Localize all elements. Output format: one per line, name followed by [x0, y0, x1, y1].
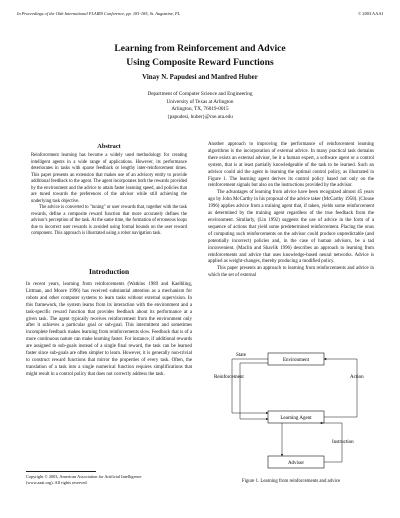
action-arrow	[324, 359, 357, 417]
figure-1-caption: Figure 1. Learning from reinforcements and advice	[241, 479, 341, 484]
state-arrow	[232, 359, 268, 413]
action-label: Action	[350, 375, 364, 380]
affiliation-address: Arlington, TX, 76019-0015	[171, 106, 229, 113]
affiliation-department: Department of Computer Science and Engineering	[147, 91, 253, 97]
copyright-notice	[26, 474, 192, 486]
copyright-line-1: Copyright © 2003, American Association for Artificial Intelligence	[26, 474, 142, 479]
reinforcement-label: Reinforcement	[214, 375, 244, 380]
abstract-heading: Abstract	[97, 143, 121, 150]
header-copyright: © 2003 AAAI	[357, 11, 383, 16]
advisor-label: Advisor	[287, 461, 305, 466]
environment-label: Environment	[282, 358, 310, 363]
introduction-paragraph-1: In recent years, learning from reinforcements (Watkins 1989 and Kaelbling, Littman, and Moore 1996) has received substantial attention as a mechanism for robots and other computer systems to learn tasks without external supervision. In this framework, the system learns from its interaction with the environment and a task-specific reward function that provides feedback about its performance at a given task. The agent typically receives reinforcement from the environment only after it achieves a particular goal or sub-goal. This intermittent and sometimes incomplete feedback makes learning from reinforcements slow. Feedback that is of a more continuous nature can make learning faster. For instance, if additional rewards are assigned to sub-goals instead of a single final reward, the task can be learned faster since sub-goals are often simpler to learn. However, it is generally non-trivial to construct reward functions that mirror the properties of every task. Often, the translation of a task into a single numerical function requires simplifications that might result in a control policy that does not correctly address the task.	[26, 282, 192, 377]
running-header	[17, 11, 383, 19]
affiliation-email: {papudesi, huber}@cse.uta.edu	[167, 114, 233, 121]
header-citation: In Proceedings of the 16th International FLAIRS Conference, pp. 181-185, St. Augustine, FL	[17, 11, 181, 16]
affiliation-university: University of Texas at Arlington	[166, 98, 234, 105]
introduction-heading: Introduction	[88, 267, 130, 276]
right-paragraph-2: The advantages of learning from advice have been recognized almost 45 years ago by John McCarthy in his proposal of the advice taker (McCarthy 1958). (Clouse 1996) applies advice from a training agent that, if taken, yields some reinforcement as determined by the training agent regardless of the true feedback from the environment. Similarly, (Lin 1992) suggests the use of advice in the form of a sequence of actions that yield some predetermined reinforcement. Placing the onus of computing such reinforcements on the advisor could produce unpredictable (and potentially incorrect) policies and, in the case of human advisors, be a tad inconvenient. (Maclin and Shavlik 1996) describes an approach to learning from reinforcements and advice that uses knowledge-based neural networks. Advice is applied as weight-changes, thereby producing a modified policy.	[208, 190, 374, 265]
introduction-body	[26, 282, 192, 379]
authors: Vinay N. Papudesi and Manfred Huber	[142, 74, 258, 81]
right-paragraph-3: This paper presents an approach to learning from reinforcements and advice in which the set of external	[208, 266, 374, 279]
affiliation	[0, 91, 400, 122]
abstract-paragraph-1: Reinforcement learning has become a widely used methodology for creating intelligent agents in a wide range of applications. However, its performance deteriorates in tasks with sparse feedback or lengthy inter-reinforcement times. This paper presents an extension that makes use of an advisory entity to provide additional feedback to the agent. The agent incorporates both the rewards provided by the environment and the advice to attain faster learning speed, and policies that are tuned towards the preferences of the advisor while still achieving the underlying task objective.	[31, 153, 187, 204]
title-line-2: Using Composite Reward Functions	[126, 57, 274, 68]
right-paragraph-1: Another approach to improving the performance of reinforcement learning algorithms is the incorporation of external advice. In many practical task domains there exists an external advisor, be it a human expert, a software agent or a control system, that is at least partially knowledgeable of the task to be learned. Such an advisor could aid the agent in learning the optimal control policy, as illustrated in Figure 1. The learning agent derives its control policy based not only on the reinforcement signals but also on the instructions provided by the advisor.	[208, 142, 374, 189]
title-line-1: Learning from Reinforcement and Advice	[114, 43, 286, 54]
state-label: State	[236, 353, 246, 358]
footnote-rule	[26, 471, 96, 472]
abstract-paragraph-2: The advice is converted to "tuning" or user rewards that, together with the task rewards, define a composite reward function that more accurately defines the advisor's perception of the task. At the same time, the formation of erroneous loops due to incorrect user rewards is avoided using formal bounds on the user reward component. This approach is illustrated using a robot navigation task.	[31, 205, 187, 236]
copyright-line-2: (www.aaai.org). All rights reserved.	[26, 480, 88, 485]
learning-agent-label: Learning Agent	[280, 416, 312, 421]
reinforcement-arrow	[240, 363, 268, 419]
instruction-label: Instruction	[332, 440, 354, 445]
right-column-body	[208, 142, 374, 280]
paper-title	[0, 42, 400, 70]
abstract-body	[31, 153, 187, 238]
figure-1-diagram	[212, 349, 372, 474]
